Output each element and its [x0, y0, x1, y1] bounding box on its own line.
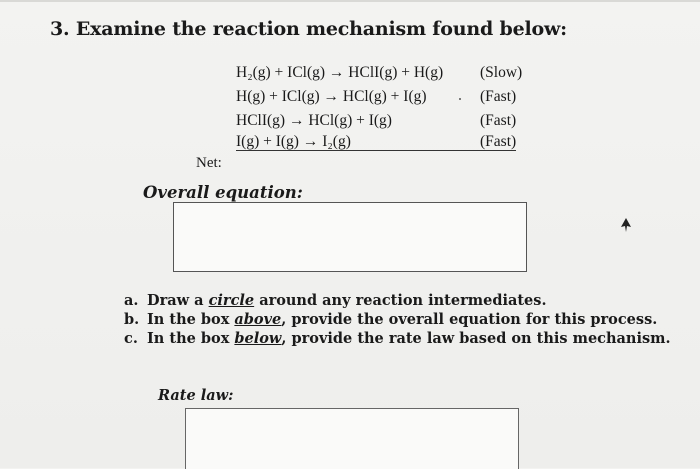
instruction-b-emphasis: above — [234, 311, 282, 328]
instruction-c-post: , provide the rate law based on this mechanism. — [281, 330, 671, 347]
sum-line — [236, 150, 516, 151]
instruction-c-key: c. — [124, 330, 138, 347]
net-label: Net: — [196, 155, 222, 171]
mouse-cursor-icon — [620, 218, 632, 232]
overall-equation-answer-box[interactable] — [173, 202, 527, 272]
instruction-a-emphasis: circle — [208, 292, 255, 309]
rate-law-answer-box[interactable] — [185, 408, 519, 469]
stray-dot — [459, 98, 461, 100]
instruction-a-key: a. — [124, 292, 139, 309]
mechanism-rate-1: (Slow) — [480, 64, 523, 81]
rate-law-label: Rate law: — [158, 387, 234, 404]
mechanism-rate-3: (Fast) — [480, 112, 517, 129]
mechanism-step-1: H₂(g) + ICl(g) → HClI(g) + H(g) — [236, 64, 444, 81]
instruction-b-post: , provide the overall equation for this process. — [281, 311, 658, 328]
overall-equation-label: Overall equation: — [143, 183, 303, 202]
instruction-b-pre: In the box — [147, 311, 235, 328]
question-title: 3. Examine the reaction mechanism found below: — [50, 18, 567, 40]
instruction-b — [124, 311, 657, 328]
mechanism-step-3: HClI(g) → HCl(g) + I(g) — [236, 112, 392, 129]
mechanism-step-2: H(g) + ICl(g) → HCl(g) + I(g) — [236, 88, 427, 105]
instruction-a — [124, 292, 547, 309]
mechanism-step-4: I(g) + I(g) → I₂(g) — [236, 133, 351, 150]
instruction-b-key: b. — [124, 311, 140, 328]
instruction-c — [124, 330, 671, 347]
top-rule — [0, 0, 700, 2]
mechanism-rate-2: (Fast) — [480, 88, 517, 105]
instruction-c-pre: In the box — [147, 330, 235, 347]
instruction-a-pre: Draw a — [147, 292, 209, 309]
instruction-a-post: around any reaction intermediates. — [254, 292, 547, 309]
mechanism-rate-4: (Fast) — [480, 133, 517, 150]
instruction-c-emphasis: below — [234, 330, 282, 347]
